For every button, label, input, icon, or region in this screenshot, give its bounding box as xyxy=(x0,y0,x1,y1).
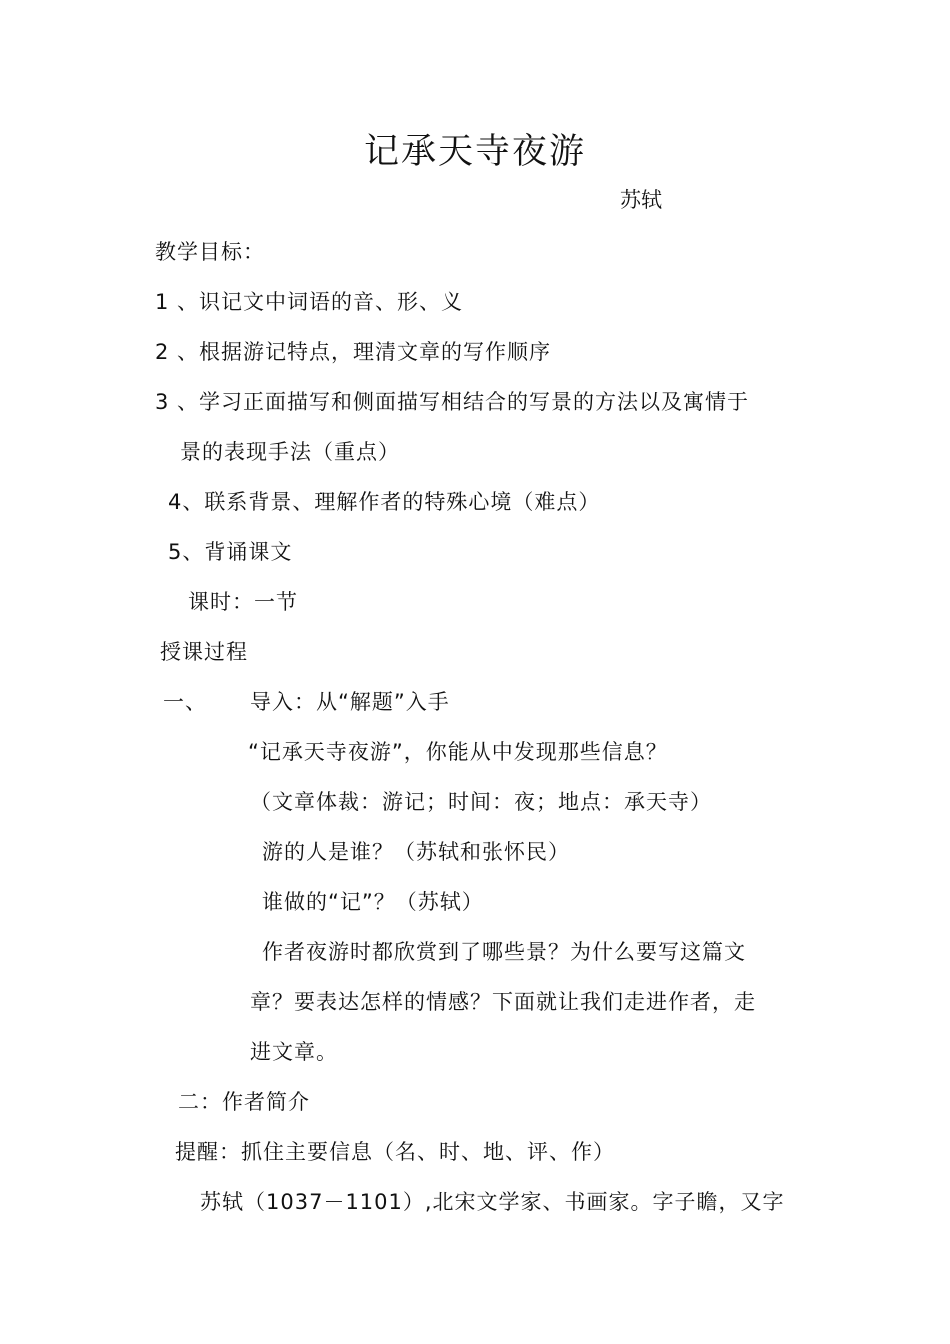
objective-1: 1 、识记文中词语的音、形、义 xyxy=(155,290,464,314)
objective-3-continued: 景的表现手法（重点） xyxy=(180,440,400,464)
section-2-tip: 提醒：抓住主要信息（名、时、地、评、作） xyxy=(175,1140,615,1164)
section-1-line-7: 进文章。 xyxy=(250,1040,338,1064)
objective-5: 5、背诵课文 xyxy=(168,540,293,564)
section-1-title: 导入：从“解题”入手 xyxy=(250,690,450,714)
objective-2: 2 、根据游记特点，理清文章的写作顺序 xyxy=(155,340,552,364)
section-1-number: 一、 xyxy=(163,690,207,714)
section-1-line-6: 章？要表达怎样的情感？下面就让我们走进作者，走 xyxy=(250,990,756,1014)
objectives-heading: 教学目标： xyxy=(155,240,265,264)
document-title: 记承天寺夜游 xyxy=(363,132,586,172)
section-2-bio: 苏轼（1037－1101）,北宋文学家、书画家。字子瞻，又字 xyxy=(200,1190,785,1214)
process-heading: 授课过程 xyxy=(160,640,248,664)
section-1-line-2: （文章体裁：游记；时间：夜；地点：承天寺） xyxy=(250,790,712,814)
objective-3: 3 、学习正面描写和侧面描写相结合的写景的方法以及寓情于 xyxy=(155,390,750,414)
section-1-line-4: 谁做的“记”？（苏轼） xyxy=(262,890,484,914)
class-time: 课时：一节 xyxy=(188,590,298,614)
section-2-title: 二：作者简介 xyxy=(178,1090,310,1114)
objective-4: 4、联系背景、理解作者的特殊心境（难点） xyxy=(168,490,601,514)
document-author: 苏轼 xyxy=(620,188,662,212)
section-1-line-1: “记承天寺夜游”，你能从中发现那些信息？ xyxy=(248,740,668,764)
section-1-line-5: 作者夜游时都欣赏到了哪些景？为什么要写这篇文 xyxy=(262,940,746,964)
section-1-line-3: 游的人是谁？（苏轼和张怀民） xyxy=(262,840,570,864)
